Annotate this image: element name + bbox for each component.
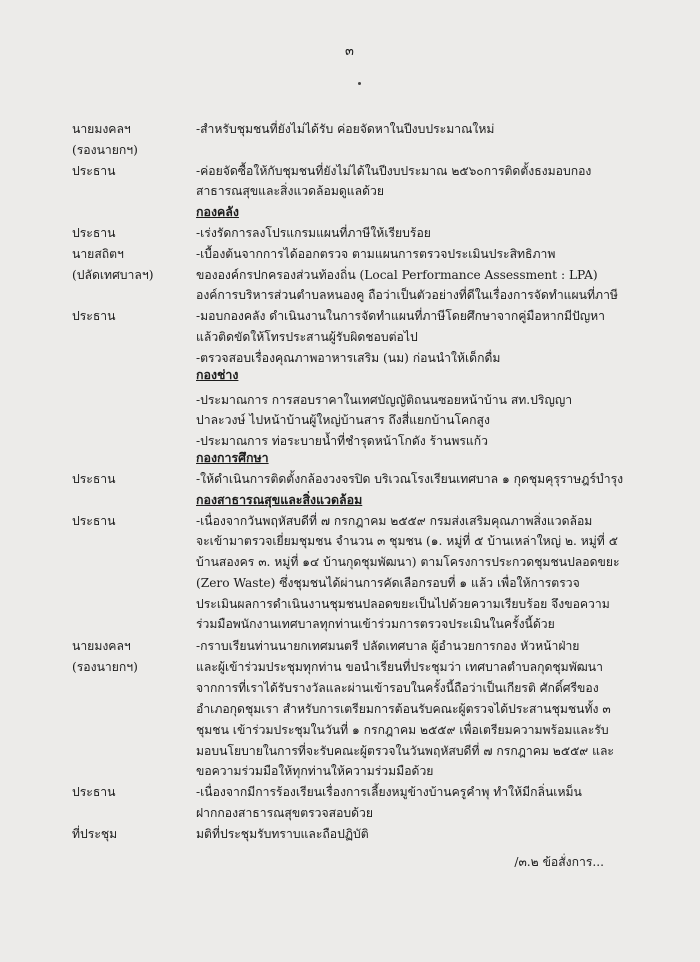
speaker-label: ที่ประชุม (72, 827, 118, 841)
line-text: และผู้เข้าร่วมประชุมทุกท่าน ขอนำเรียนที่ประชุมว่า เทศบาลตำบลกุดชุมพัฒนา (196, 660, 603, 674)
speaker-label: ประธาน (72, 785, 116, 799)
speaker-label: ประธาน (72, 309, 116, 323)
line-text: -เบื้องต้นจากการได้ออกตรวจ ตามแผนการตรวจประเมินประสิทธิภาพ (196, 247, 556, 261)
line-text: -ให้ดำเนินการติดตั้งกล้องวงจรปิด บริเวณโรงเรียนเทศบาล ๑ กุดชุมคุรุราษฎร์บำรุง (196, 472, 624, 486)
speaker-label: นายสถิตฯ (72, 247, 124, 261)
speaker-label: ประธาน (72, 514, 116, 528)
line-text: -มอบกองคลัง ดำเนินงานในการจัดทำแผนที่ภาษีโดยศึกษาจากคู่มือหากมีปัญหา (196, 309, 606, 323)
line-text: -ตรวจสอบเรื่องคุณภาพอาหารเสริม (นม) ก่อนนำให้เด็กดื่ม (196, 351, 501, 365)
speaker-label: (ปลัดเทศบาลฯ) (72, 268, 154, 282)
speaker-label: ประธาน (72, 164, 116, 178)
line-text: อำเภอกุดชุมเรา สำหรับการเตรียมการต้อนรับคณะผู้ตรวจได้ประสานชุมชนทั้ง ๓ (196, 702, 611, 716)
line-text: แล้วติดขัดให้โทรประสานผู้รับผิดชอบต่อไป (196, 330, 418, 344)
speaker-label: (รองนายกฯ) (72, 143, 138, 157)
section-heading-finance: กองคลัง (196, 204, 239, 219)
section-heading-engineering: กองช่าง (196, 367, 239, 382)
line-text: ขอความร่วมมือให้ทุกท่านให้ความร่วมมือด้วย (196, 764, 434, 778)
line-text: จากการที่เราได้รับรางวัลและผ่านเข้ารอบในครั้งนี้ถือว่าเป็นเกียรติ ศักดิ์ศรีของ (196, 681, 599, 695)
line-text: ปาละวงษ์ ไปหน้าบ้านผู้ใหญ่บ้านสาร ถึงสี่แยกบ้านโคกสูง (196, 413, 490, 427)
line-text: ชุมชน เข้าร่วมประชุมในวันที่ ๑ กรกฎาคม ๒๕๕๙ เพื่อเตรียมความพร้อมและรับ (196, 723, 609, 737)
line-text: (Zero Waste) ซึ่งชุมชนได้ผ่านการคัดเลือกรอบที่ ๑ แล้ว เพื่อให้การตรวจ (196, 576, 580, 590)
section-heading-education: กองการศึกษา (196, 450, 269, 465)
speaker-label: นายมงคลฯ (72, 639, 131, 653)
line-text: จะเข้ามาตรวจเยี่ยมชุมชน จำนวน ๓ ชุมชน (๑. หมู่ที่ ๕ บ้านเหล่าใหญ่ ๒. หมู่ที่ ๕ (196, 534, 618, 548)
line-text: -ค่อยจัดซื้อให้กับชุมชนที่ยังไม่ได้ในปีงบประมาณ ๒๕๖๐การติดตั้งธงมอบกอง (196, 164, 592, 178)
page-footer: /๓.๒ ข้อสั่งการ... (514, 855, 604, 869)
line-text: -เนื่องจากมีการร้องเรียนเรื่องการเลี้ยงหมูข้างบ้านครูคำพุ ทำให้มีกลิ่นเหม็น (196, 785, 582, 799)
section-heading-health: กองสาธารณสุขและสิ่งแวดล้อม (196, 492, 363, 507)
line-text: สาธารณสุขและสิ่งแวดล้อมดูแลด้วย (196, 184, 385, 198)
line-text: มติที่ประชุมรับทราบและถือปฏิบัติ (196, 827, 369, 841)
line-text: บ้านสองคร ๓. หมู่ที่ ๑๔ บ้านกุดชุมพัฒนา) ตามโครงการประกวดชุมชนปลอดขยะ (196, 555, 620, 569)
line-text: -กราบเรียนท่านนายกเทศมนตรี ปลัดเทศบาล ผู้อำนวยการกอง หัวหน้าฝ่าย (196, 639, 580, 653)
line-text: ขององค์กรปกครองส่วนท้องถิ่น (Local Performance Assessment : LPA) (196, 268, 598, 282)
speaker-label: ประธาน (72, 226, 116, 240)
line-text: -เนื่องจากวันพฤหัสบดีที่ ๗ กรกฎาคม ๒๕๕๙ กรมส่งเสริมคุณภาพสิ่งแวดล้อม (196, 514, 593, 528)
line-text: ประเมินผลการดำเนินงานชุมชนปลอดขยะเป็นไปด้วยความเรียบร้อย จึงขอความ (196, 597, 610, 611)
speaker-label: ประธาน (72, 472, 116, 486)
line-text: -สำหรับชุมชนที่ยังไม่ได้รับ ค่อยจัดหาในปีงบประมาณใหม่ (196, 122, 495, 136)
speaker-label: นายมงคลฯ (72, 122, 131, 136)
line-text: ร่วมมือพนักงานเทศบาลทุกท่านเข้าร่วมการตรวจประเมินในครั้งนี้ด้วย (196, 617, 555, 631)
speaker-label: (รองนายกฯ) (72, 660, 138, 674)
line-text: องค์การบริหารส่วนตำบลหนองคู ถือว่าเป็นตัวอย่างที่ดีในเรื่องการจัดทำแผนที่ภาษี (196, 288, 618, 302)
speck (358, 82, 361, 85)
page-number: ๓ (345, 44, 355, 59)
line-text: ฝากกองสาธารณสุขตรวจสอบด้วย (196, 806, 374, 820)
line-text: -เร่งรัดการลงโปรแกรมแผนที่ภาษีให้เรียบร้อย (196, 226, 431, 240)
line-text: มอบนโยบายในการที่จะรับคณะผู้ตรวจในวันพฤหัสบดีที่ ๗ กรกฎาคม ๒๕๕๙ และ (196, 744, 614, 758)
line-text: -ประมาณการ ท่อระบายน้ำที่ชำรุดหน้าโกดัง ร้านพรแก้ว (196, 434, 488, 448)
line-text: -ประมาณการ การสอบราคาในเทศบัญญัติถนนซอยหน้าบ้าน สท.ปริญญา (196, 393, 573, 407)
